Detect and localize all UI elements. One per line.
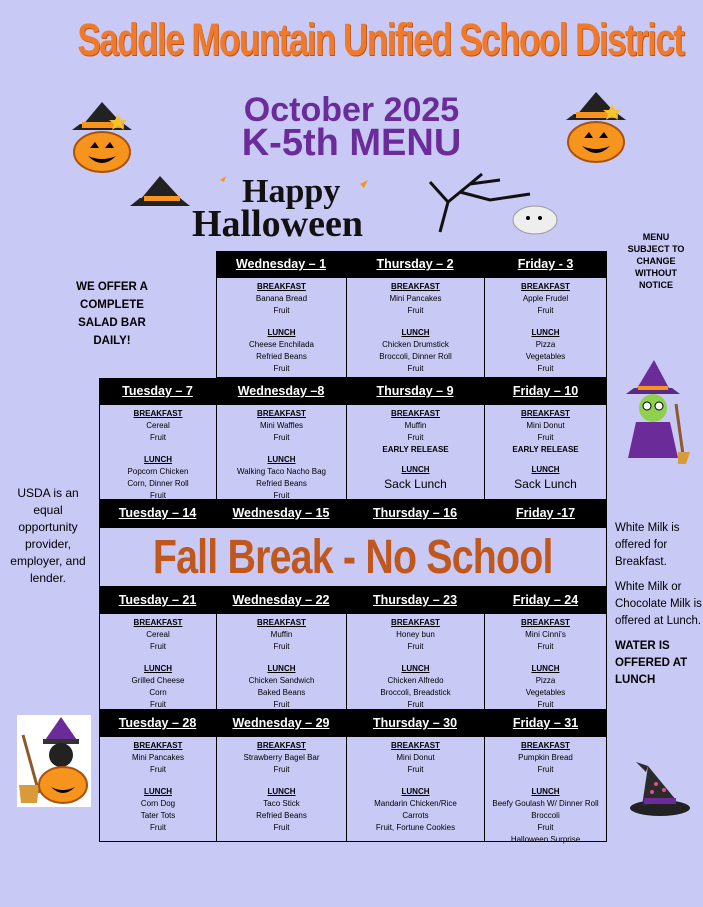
day-header: Wednesday – 1 xyxy=(216,251,346,277)
day-header: Friday - 3 xyxy=(484,251,607,277)
menu-cell xyxy=(99,736,217,842)
breakfast-label: BREAKFAST xyxy=(521,741,570,750)
milk-breakfast-note: White Milk is offered for Breakfast. xyxy=(615,522,680,568)
lunch-label: LUNCH xyxy=(144,787,172,796)
day-header: Friday -17 xyxy=(484,500,607,527)
menu-item: Fruit xyxy=(150,433,166,442)
menu-item: Refried Beans xyxy=(256,479,307,488)
day-header: Wednesday – 22 xyxy=(216,587,346,613)
fall-break-text: Fall Break - No School xyxy=(153,530,553,584)
menu-item: Mini Cinni's xyxy=(525,630,566,639)
menu-item: Mini Pancakes xyxy=(389,294,442,303)
menu-item: Fruit xyxy=(150,700,166,709)
menu-item: Fruit xyxy=(537,700,554,709)
lunch-label: LUNCH xyxy=(144,664,172,673)
menu-item: Taco Stick xyxy=(263,799,300,808)
breakfast-label: BREAKFAST xyxy=(521,618,570,627)
menu-item: Baked Beans xyxy=(257,688,306,697)
menu-item: Chicken Alfredo xyxy=(387,676,444,685)
menu-item: Muffin xyxy=(270,630,293,639)
menu-item: Fruit xyxy=(407,306,424,315)
menu-item: Carrots xyxy=(402,811,429,820)
lunch-label: LUNCH xyxy=(401,328,430,337)
menu-item: Fruit xyxy=(407,642,424,651)
menu-item: Chicken Drumstick xyxy=(382,340,449,349)
day-header: Tuesday – 7 xyxy=(99,378,216,404)
menu-cell xyxy=(346,277,485,378)
happy-halloween-banner xyxy=(130,172,570,242)
menu-item: Fruit, Fortune Cookies xyxy=(375,823,456,832)
lunch-label: LUNCH xyxy=(401,664,430,673)
menu-item: Beefy Goulash W/ Dinner Roll xyxy=(492,799,599,808)
menu-item: Fruit xyxy=(537,433,554,442)
menu-item: Fruit xyxy=(273,765,290,774)
banner-halloween-text: Halloween xyxy=(192,203,363,242)
day-header: Thursday – 2 xyxy=(346,251,484,277)
menu-item: Fruit xyxy=(407,765,424,774)
pumpkin-witch-hat-icon xyxy=(64,100,140,174)
menu-item: Fruit xyxy=(273,433,290,442)
menu-item: Broccoli, Dinner Roll xyxy=(379,352,452,361)
menu-item: Fruit xyxy=(150,491,166,500)
menu-item: Refried Beans xyxy=(256,352,307,361)
menu-cell xyxy=(484,404,607,500)
district-title: Saddle Mountain Unified School District xyxy=(77,14,684,65)
day-header: Wednesday – 29 xyxy=(216,710,346,736)
menu-item: Apple Frudel xyxy=(522,294,569,303)
menu-item: Refried Beans xyxy=(256,811,307,820)
lunch-label: LUNCH xyxy=(531,664,560,673)
breakfast-label: BREAKFAST xyxy=(257,741,306,750)
menu-item: Popcorn Chicken xyxy=(127,467,189,476)
breakfast-label: BREAKFAST xyxy=(391,409,440,418)
milk-lunch-note: White Milk or Chocolate Milk is offered at Lunch. xyxy=(615,581,702,627)
day-header: Friday – 24 xyxy=(484,587,607,613)
menu-item: Fruit xyxy=(273,700,290,709)
day-header: Thursday – 23 xyxy=(346,587,484,613)
witch-hat-icon xyxy=(628,760,692,818)
menu-item: Cheese Enchilada xyxy=(249,340,314,349)
menu-cell xyxy=(346,613,485,710)
menu-item: Broccoli, Breadstick xyxy=(380,688,451,697)
menu-item: Pizza xyxy=(535,676,556,685)
lunch-label: LUNCH xyxy=(267,787,296,796)
pumpkin-witch-hat-icon xyxy=(558,90,634,164)
milk-notes xyxy=(615,520,703,697)
menu-item: Walking Taco Nacho Bag xyxy=(237,467,326,476)
menu-cell xyxy=(484,736,607,842)
breakfast-label: BREAKFAST xyxy=(391,282,440,291)
menu-item: Banana Bread xyxy=(255,294,308,303)
menu-item: Cereal xyxy=(146,421,170,430)
lunch-label: LUNCH xyxy=(267,664,296,673)
menu-item: Broccoli xyxy=(531,811,560,820)
day-header: Thursday – 9 xyxy=(346,378,484,404)
salad-bar-note: WE OFFER A COMPLETE SALAD BAR DAILY! xyxy=(76,281,148,347)
breakfast-label: BREAKFAST xyxy=(521,409,570,418)
menu-item: Cereal xyxy=(146,630,170,639)
menu-item: Tater Tots xyxy=(140,811,176,820)
menu-item: Fruit xyxy=(150,642,166,651)
breakfast-label: BREAKFAST xyxy=(521,282,570,291)
menu-cell xyxy=(99,613,217,710)
menu-item: Mini Donut xyxy=(396,753,435,762)
breakfast-label: BREAKFAST xyxy=(133,618,183,627)
menu-item: Vegetables xyxy=(525,688,566,697)
breakfast-label: BREAKFAST xyxy=(257,409,306,418)
water-note: WATER IS OFFERED AT LUNCH xyxy=(615,640,688,686)
lunch-label: LUNCH xyxy=(531,465,560,474)
menu-cell xyxy=(484,613,607,710)
lunch-label: LUNCH xyxy=(401,787,430,796)
menu-item: Fruit xyxy=(537,823,554,832)
menu-item: Corn xyxy=(149,688,167,697)
menu-item: Fruit xyxy=(273,306,290,315)
menu-item: Mandarin Chicken/Rice xyxy=(374,799,457,808)
breakfast-label: BREAKFAST xyxy=(391,741,440,750)
menu-item: Fruit xyxy=(407,364,424,373)
menu-cell xyxy=(216,277,347,378)
day-header: Tuesday – 21 xyxy=(99,587,216,613)
menu-item: Fruit xyxy=(273,491,290,500)
day-header: Tuesday – 14 xyxy=(99,500,216,527)
menu-cell xyxy=(484,277,607,378)
day-header: Friday – 10 xyxy=(484,378,607,404)
menu-item: Halloween Surprise xyxy=(510,835,581,844)
menu-item: Vegetables xyxy=(525,352,566,361)
menu-item: Fruit xyxy=(273,642,290,651)
day-header: Friday – 31 xyxy=(484,710,607,736)
menu-item: Strawberry Bagel Bar xyxy=(243,753,320,762)
menu-cell xyxy=(99,404,217,500)
menu-item: Honey bun xyxy=(396,630,435,639)
menu-grade: K-5th MENU xyxy=(241,122,462,164)
menu-cell xyxy=(216,404,347,500)
breakfast-label: BREAKFAST xyxy=(257,282,306,291)
menu-item: Mini Waffles xyxy=(259,421,304,430)
menu-item: Pumpkin Bread xyxy=(518,753,573,762)
menu-item: Fruit xyxy=(537,364,554,373)
menu-cell xyxy=(346,736,485,842)
breakfast-label: BREAKFAST xyxy=(257,618,306,627)
witch-icon xyxy=(620,358,690,464)
fall-break-banner xyxy=(99,527,607,587)
menu-cell xyxy=(346,404,485,500)
menu-item: Fruit xyxy=(273,364,290,373)
menu-item: Sack Lunch xyxy=(514,477,577,491)
menu-item: Fruit xyxy=(537,306,554,315)
menu-item: Chicken Sandwich xyxy=(248,676,315,685)
menu-item: Fruit xyxy=(150,823,166,832)
menu-item: Mini Donut xyxy=(526,421,565,430)
menu-item: Mini Pancakes xyxy=(131,753,185,762)
usda-statement: USDA is an equal opportunity provider, employer, and lender. xyxy=(10,486,86,585)
breakfast-label: BREAKFAST xyxy=(133,409,183,418)
lunch-label: LUNCH xyxy=(267,455,296,464)
menu-cell xyxy=(216,613,347,710)
menu-item: Fruit xyxy=(537,642,554,651)
menu-month: October 2025 xyxy=(243,91,460,129)
day-header: Wednesday – 15 xyxy=(216,500,346,527)
menu-item: Pizza xyxy=(535,340,556,349)
menu-cell xyxy=(216,736,347,842)
day-header: Thursday – 16 xyxy=(346,500,484,527)
breakfast-label: BREAKFAST xyxy=(133,741,183,750)
menu-item: Fruit xyxy=(537,765,554,774)
early-release-label: EARLY RELEASE xyxy=(512,445,579,454)
day-header: Tuesday – 28 xyxy=(99,710,216,736)
menu-item: Fruit xyxy=(407,433,424,442)
day-header: Wednesday –8 xyxy=(216,378,346,404)
menu-change-note: MENU SUBJECT TO CHANGE WITHOUT NOTICE xyxy=(627,232,685,290)
menu-item: Fruit xyxy=(407,700,424,709)
menu-item: Fruit xyxy=(273,823,290,832)
breakfast-label: BREAKFAST xyxy=(391,618,440,627)
menu-item: Sack Lunch xyxy=(384,477,447,491)
menu-item: Corn Dog xyxy=(140,799,176,808)
lunch-label: LUNCH xyxy=(531,787,560,796)
lunch-label: LUNCH xyxy=(531,328,560,337)
banner-happy-text: Happy xyxy=(242,173,341,210)
lunch-label: LUNCH xyxy=(144,455,172,464)
menu-item: Grilled Cheese xyxy=(131,676,185,685)
lunch-label: LUNCH xyxy=(267,328,296,337)
early-release-label: EARLY RELEASE xyxy=(382,445,449,454)
lunch-label: LUNCH xyxy=(401,465,430,474)
menu-item: Corn, Dinner Roll xyxy=(127,479,189,488)
cat-in-pumpkin-icon xyxy=(17,715,91,807)
menu-item: Fruit xyxy=(150,765,166,774)
day-header: Thursday – 30 xyxy=(346,710,484,736)
menu-item: Muffin xyxy=(404,421,427,430)
